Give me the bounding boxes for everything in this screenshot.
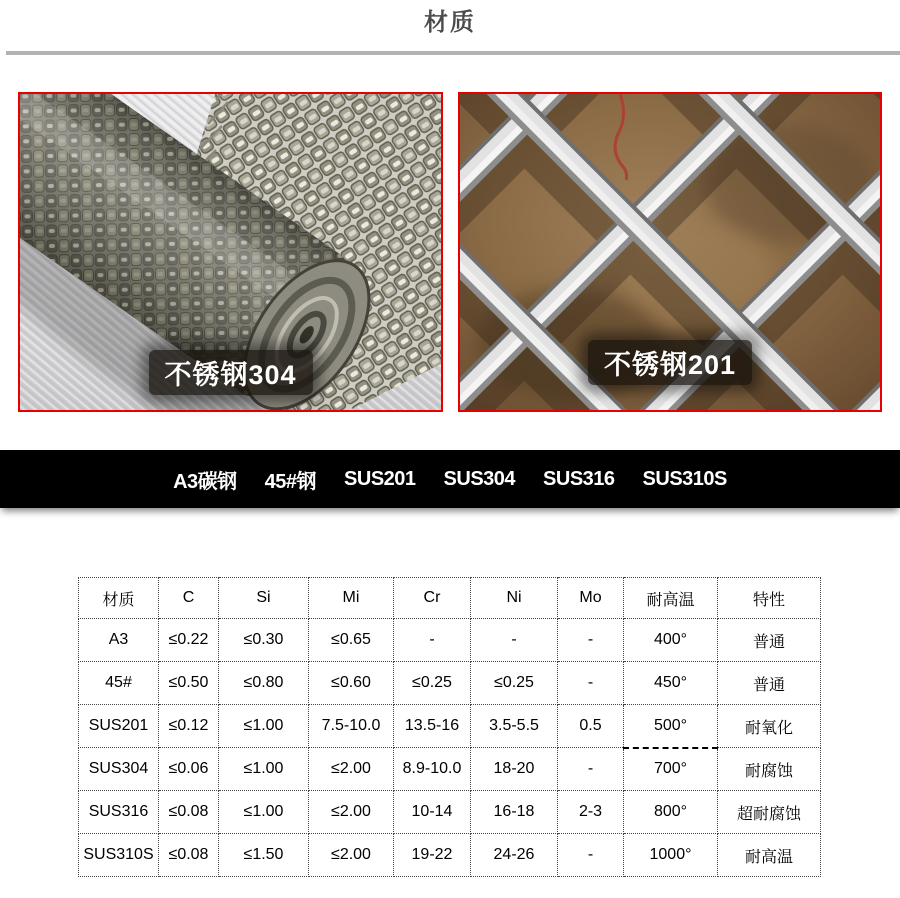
table-cell: SUS316	[79, 791, 159, 834]
column-header: Si	[219, 578, 309, 619]
table-cell: ≤0.22	[159, 619, 219, 662]
banner-item: 45#钢	[264, 470, 317, 493]
banner-item: SUS316	[543, 467, 615, 490]
table-cell: 18-20	[471, 748, 558, 791]
table-cell: -	[558, 662, 624, 705]
table-cell: 3.5-5.5	[471, 705, 558, 748]
product-image-304	[18, 92, 443, 412]
table-cell: -	[558, 619, 624, 662]
table-cell: 耐氧化	[718, 705, 821, 748]
table-row	[79, 662, 821, 705]
table-cell: ≤0.25	[394, 662, 471, 705]
table-cell: 超耐腐蚀	[718, 791, 821, 834]
table-cell: ≤2.00	[309, 834, 394, 877]
table-cell: 0.5	[558, 705, 624, 748]
table-row	[79, 705, 821, 748]
table-cell: 7.5-10.0	[309, 705, 394, 748]
table-cell: 19-22	[394, 834, 471, 877]
table-cell: SUS201	[79, 705, 159, 748]
table-row	[79, 834, 821, 877]
page-title: 材质	[424, 9, 476, 36]
table-row	[79, 748, 821, 791]
table-cell: ≤0.65	[309, 619, 394, 662]
product-image-201	[458, 92, 882, 412]
column-header: Cr	[394, 578, 471, 619]
image-caption-201: 不锈钢201	[588, 340, 752, 385]
table-cell: 450°	[624, 662, 718, 705]
table-cell: ≤1.50	[219, 834, 309, 877]
column-header: 耐高温	[624, 578, 718, 619]
table-cell: ≤1.00	[219, 791, 309, 834]
table-cell: ≤1.00	[219, 705, 309, 748]
table-row	[79, 791, 821, 834]
table-cell: 16-18	[471, 791, 558, 834]
column-header: Mo	[558, 578, 624, 619]
table-cell: 2-3	[558, 791, 624, 834]
header-divider	[6, 51, 900, 55]
table-cell: 耐腐蚀	[718, 748, 821, 791]
table-cell: -	[558, 748, 624, 791]
table-cell: ≤0.30	[219, 619, 309, 662]
table-cell: ≤0.08	[159, 791, 219, 834]
table-cell: ≤0.25	[471, 662, 558, 705]
table-cell: ≤0.80	[219, 662, 309, 705]
banner-item: A3碳钢	[173, 470, 237, 493]
table-cell: 45#	[79, 662, 159, 705]
column-header: Mi	[309, 578, 394, 619]
table-cell: 普通	[718, 619, 821, 662]
column-header: 材质	[79, 578, 159, 619]
banner-item: SUS310S	[642, 467, 727, 490]
table-cell: 耐高温	[718, 834, 821, 877]
table-cell: ≤0.08	[159, 834, 219, 877]
materials-banner	[0, 450, 900, 508]
column-header: Ni	[471, 578, 558, 619]
table-cell: -	[394, 619, 471, 662]
table-cell: 24-26	[471, 834, 558, 877]
table-cell: 1000°	[624, 834, 718, 877]
table-cell: 700°	[624, 748, 718, 791]
column-header: 特性	[718, 578, 821, 619]
table-cell: 400°	[624, 619, 718, 662]
table-cell: ≤0.12	[159, 705, 219, 748]
column-header: C	[159, 578, 219, 619]
material-spec-table	[78, 577, 821, 877]
table-cell: ≤0.06	[159, 748, 219, 791]
table-cell: ≤0.60	[309, 662, 394, 705]
table-cell: ≤2.00	[309, 791, 394, 834]
banner-item: SUS304	[443, 467, 516, 490]
table-cell: ≤2.00	[309, 748, 394, 791]
table-cell: -	[558, 834, 624, 877]
image-caption-304: 不锈钢304	[148, 350, 312, 395]
table-row	[79, 619, 821, 662]
table-cell: 普通	[718, 662, 821, 705]
table-cell: 13.5-16	[394, 705, 471, 748]
table-cell: 10-14	[394, 791, 471, 834]
table-cell: -	[471, 619, 558, 662]
table-cell: ≤0.50	[159, 662, 219, 705]
table-cell: 8.9-10.0	[394, 748, 471, 791]
table-cell: ≤1.00	[219, 748, 309, 791]
banner-item: SUS201	[344, 467, 416, 490]
table-cell: 500°	[624, 705, 718, 748]
table-cell: SUS310S	[79, 834, 159, 877]
table-cell: A3	[79, 619, 159, 662]
table-header-row	[79, 578, 821, 619]
table-cell: 800°	[624, 791, 718, 834]
table-cell: SUS304	[79, 748, 159, 791]
